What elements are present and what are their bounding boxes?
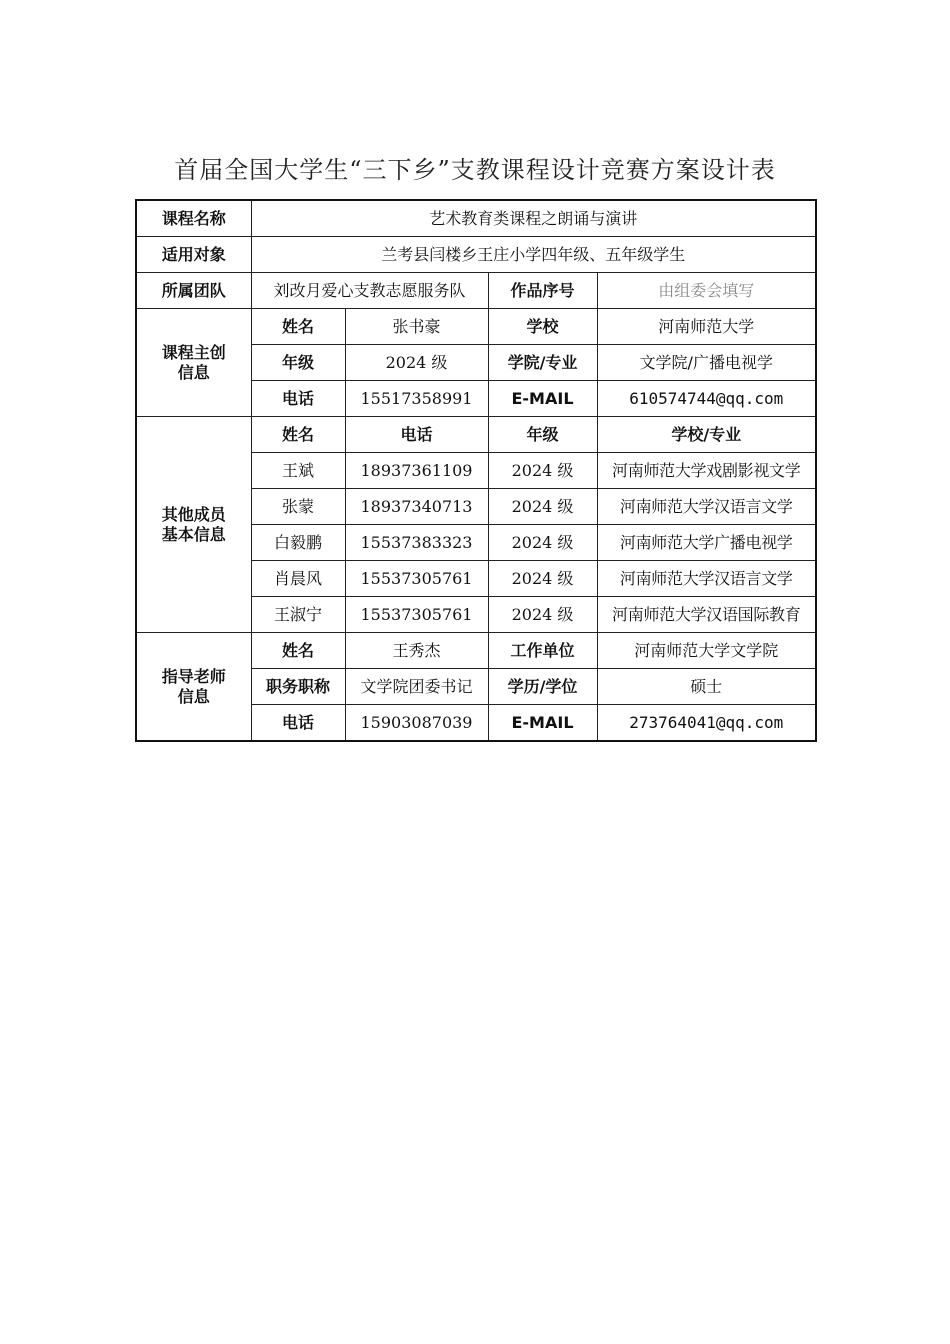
creator-grade-label: 年级	[251, 345, 345, 381]
members-section-label-line1: 其他成员	[161, 504, 226, 524]
members-header-grade: 年级	[488, 417, 597, 453]
creator-section-label	[136, 309, 251, 417]
advisor-name: 王秀杰	[345, 633, 488, 669]
row-creator-1	[136, 309, 816, 345]
member-name: 王淑宁	[251, 597, 345, 633]
member-grade: 2024 级	[488, 525, 597, 561]
member-phone: 18937361109	[345, 453, 488, 489]
advisor-email-label: E-MAIL	[488, 705, 597, 742]
member-name: 王斌	[251, 453, 345, 489]
advisor-position: 文学院团委书记	[345, 669, 488, 705]
course-name-label: 课程名称	[136, 200, 251, 237]
creator-email: 610574744@qq.com	[597, 381, 816, 417]
team-value: 刘改月爱心支教志愿服务队	[251, 273, 488, 309]
creator-phone-label: 电话	[251, 381, 345, 417]
members-header-name: 姓名	[251, 417, 345, 453]
creator-school-label: 学校	[488, 309, 597, 345]
members-header-phone: 电话	[345, 417, 488, 453]
creator-section-label-line1: 课程主创	[161, 342, 226, 362]
member-grade: 2024 级	[488, 489, 597, 525]
advisor-degree-label: 学历/学位	[488, 669, 597, 705]
creator-name: 张书豪	[345, 309, 488, 345]
member-grade: 2024 级	[488, 453, 597, 489]
advisor-phone-label: 电话	[251, 705, 345, 742]
audience-value: 兰考县闫楼乡王庄小学四年级、五年级学生	[251, 237, 816, 273]
advisor-phone: 15903087039	[345, 705, 488, 742]
advisor-position-label: 职务职称	[251, 669, 345, 705]
work-no-label: 作品序号	[488, 273, 597, 309]
advisor-section-label-line1: 指导老师	[161, 666, 226, 686]
member-school-major: 河南师范大学戏剧影视文学	[597, 453, 816, 489]
creator-email-label: E-MAIL	[488, 381, 597, 417]
design-form-table	[135, 199, 817, 742]
member-phone: 15537305761	[345, 597, 488, 633]
advisor-email: 273764041@qq.com	[597, 705, 816, 742]
creator-name-label: 姓名	[251, 309, 345, 345]
member-school-major: 河南师范大学汉语言文学	[597, 489, 816, 525]
member-phone: 18937340713	[345, 489, 488, 525]
creator-grade: 2024 级	[345, 345, 488, 381]
advisor-unit-label: 工作单位	[488, 633, 597, 669]
row-course-name	[136, 200, 816, 237]
creator-college: 文学院/广播电视学	[597, 345, 816, 381]
advisor-section-label	[136, 633, 251, 742]
creator-college-label: 学院/专业	[488, 345, 597, 381]
member-phone: 15537383323	[345, 525, 488, 561]
creator-phone: 15517358991	[345, 381, 488, 417]
creator-school: 河南师范大学	[597, 309, 816, 345]
creator-section-label-line2: 信息	[177, 362, 210, 382]
member-name: 张蒙	[251, 489, 345, 525]
advisor-name-label: 姓名	[251, 633, 345, 669]
members-header-school-major: 学校/专业	[597, 417, 816, 453]
work-no-value: 由组委会填写	[597, 273, 816, 309]
member-name: 肖晨风	[251, 561, 345, 597]
audience-label: 适用对象	[136, 237, 251, 273]
member-school-major: 河南师范大学汉语国际教育	[597, 597, 816, 633]
row-members-header	[136, 417, 816, 453]
team-label: 所属团队	[136, 273, 251, 309]
page-title: 首届全国大学生“三下乡”支教课程设计竞赛方案设计表	[174, 156, 776, 184]
member-grade: 2024 级	[488, 561, 597, 597]
course-name-value: 艺术教育类课程之朗诵与演讲	[251, 200, 816, 237]
member-phone: 15537305761	[345, 561, 488, 597]
advisor-section-label-line2: 信息	[177, 686, 210, 706]
member-school-major: 河南师范大学汉语言文学	[597, 561, 816, 597]
member-grade: 2024 级	[488, 597, 597, 633]
members-section-label	[136, 417, 251, 633]
member-school-major: 河南师范大学广播电视学	[597, 525, 816, 561]
row-team	[136, 273, 816, 309]
members-section-label-line2: 基本信息	[161, 524, 226, 544]
row-advisor-1	[136, 633, 816, 669]
row-audience	[136, 237, 816, 273]
advisor-unit: 河南师范大学文学院	[597, 633, 816, 669]
member-name: 白毅鹏	[251, 525, 345, 561]
advisor-degree: 硕士	[597, 669, 816, 705]
